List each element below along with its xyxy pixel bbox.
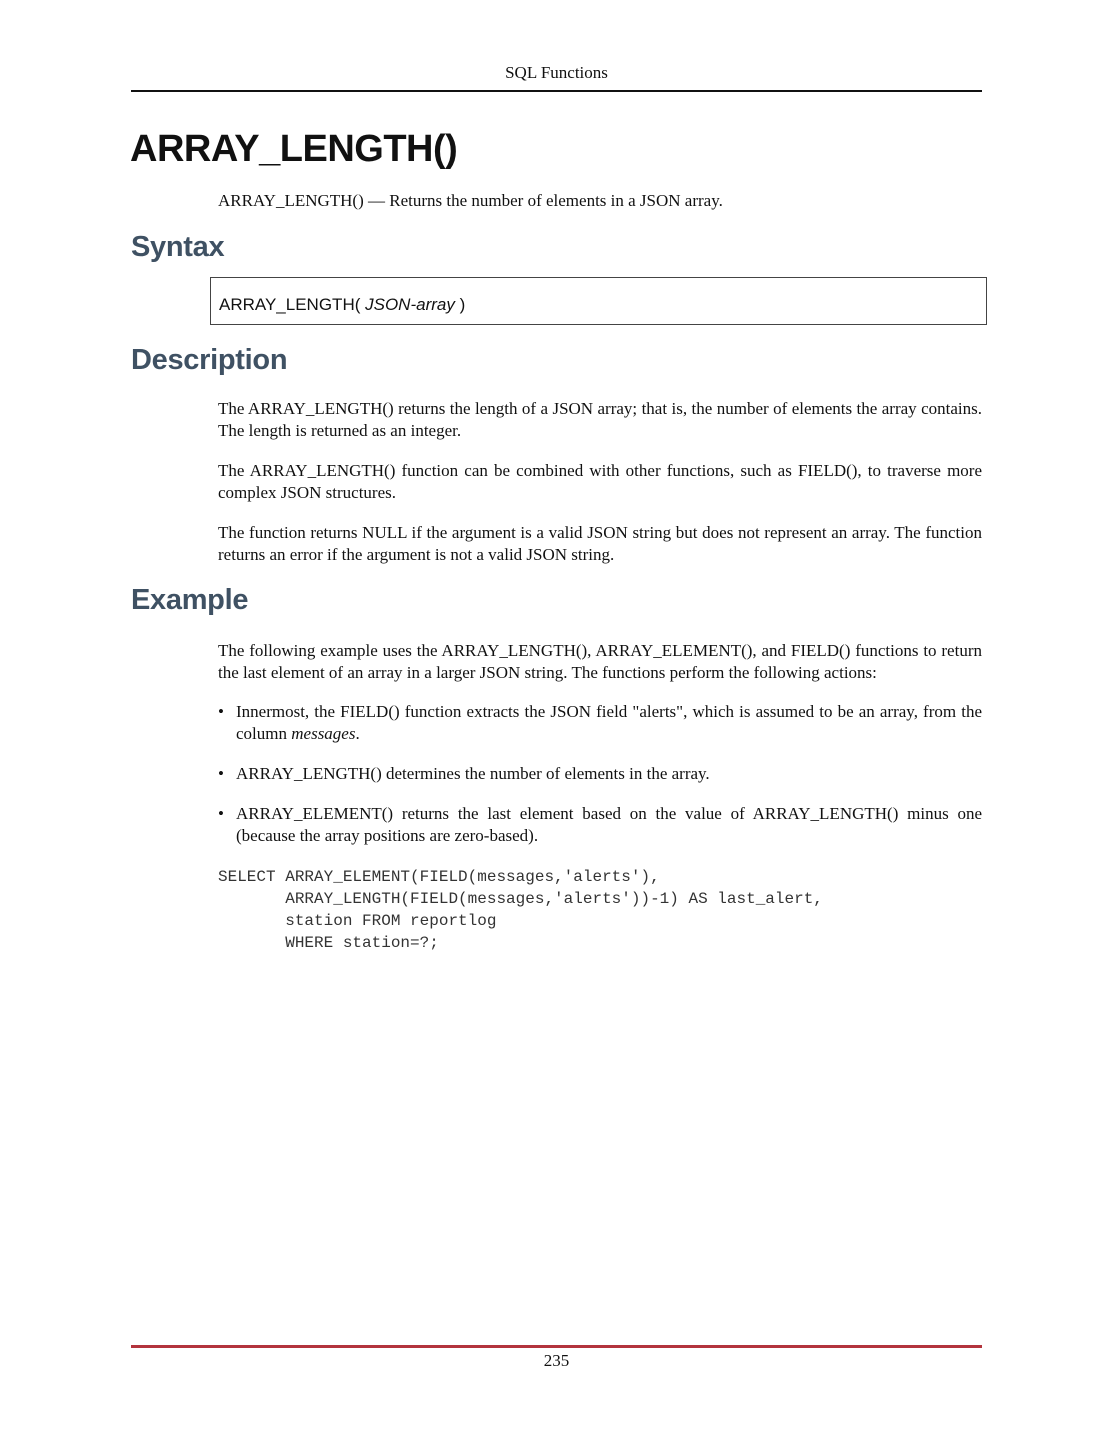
summary: ARRAY_LENGTH() — Returns the number of elements in a JSON array.	[218, 191, 723, 210]
running-header: SQL Functions	[505, 63, 608, 82]
column-name: messages	[291, 724, 356, 743]
footer-divider	[131, 1345, 982, 1348]
description-paragraph: The ARRAY_LENGTH() function can be combined with other functions, such as FIELD(), to traverse more complex JSON structures.	[218, 461, 982, 502]
description-heading: Description	[131, 344, 288, 376]
description-paragraph: The function returns NULL if the argument is a valid JSON string but does not represent an array. The function returns an error if the argument is not a valid JSON string.	[218, 523, 982, 564]
syntax-close: )	[459, 295, 466, 314]
list-item-text: Innermost, the FIELD() function extracts the JSON field "alerts", which is assumed to be an array, from the column	[236, 702, 982, 743]
page-number: 235	[543, 1351, 570, 1370]
action-list	[218, 701, 982, 865]
list-item-text: ARRAY_ELEMENT() returns the last element based on the value of ARRAY_LENGTH() minus one (because the array positions are zero-based).	[236, 804, 982, 845]
syntax-text	[219, 295, 465, 315]
example-heading: Example	[131, 584, 249, 616]
list-item	[218, 803, 982, 847]
code-example: SELECT ARRAY_ELEMENT(FIELD(messages,'alerts'), ARRAY_LENGTH(FIELD(messages,'alerts'))-1) AS last_alert, station FROM reportlog WHERE station=?;	[218, 868, 823, 952]
syntax-heading: Syntax	[131, 231, 225, 263]
list-item-text: ARRAY_LENGTH() determines the number of elements in the array.	[236, 764, 710, 783]
list-item	[218, 763, 982, 785]
list-item	[218, 701, 982, 745]
description-paragraph: The ARRAY_LENGTH() returns the length of a JSON array; that is, the number of elements the array contains. The length is returned as an integer.	[218, 399, 982, 440]
page-title: ARRAY_LENGTH()	[130, 128, 458, 170]
syntax-function: ARRAY_LENGTH(	[219, 295, 361, 314]
example-intro: The following example uses the ARRAY_LENGTH(), ARRAY_ELEMENT(), and FIELD() functions to return the last element of an array in a larger JSON string. The functions perform the following actions:	[218, 641, 982, 682]
syntax-box	[210, 277, 987, 325]
syntax-argument: JSON-array	[365, 295, 455, 314]
list-item-end: .	[355, 724, 360, 743]
header-divider	[131, 90, 982, 92]
